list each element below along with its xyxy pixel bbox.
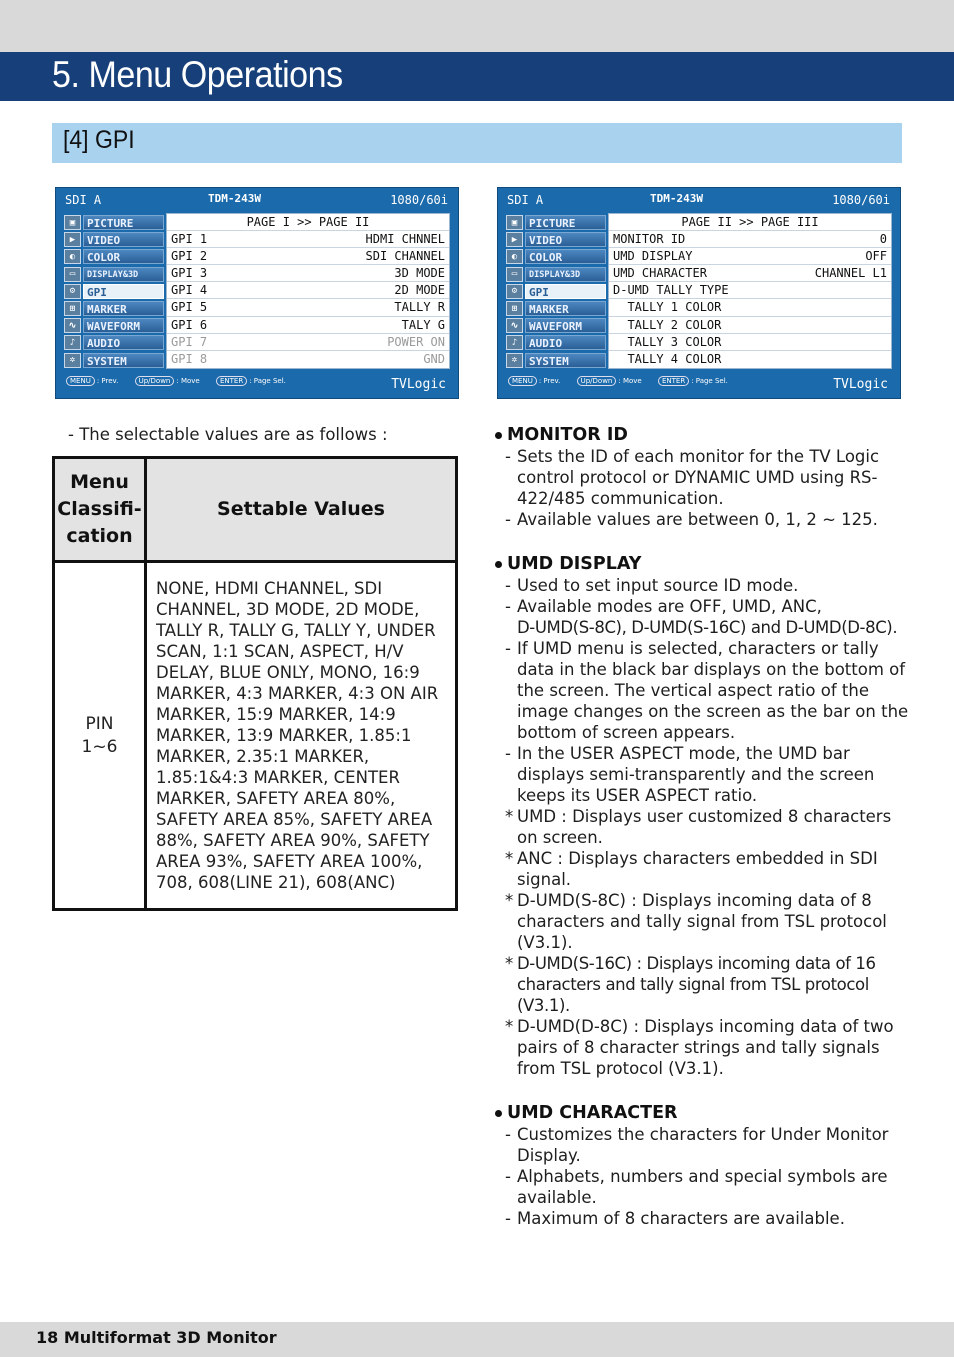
osd-menu-label: DISPLAY&3D — [525, 267, 606, 282]
dash-marker: - — [505, 597, 511, 616]
page-title: 5. Menu Operations — [52, 54, 343, 95]
osd-menu-label: SYSTEM — [83, 353, 164, 368]
osd-page-header: PAGE I >> PAGE II — [167, 214, 449, 231]
color-icon: ◐ — [506, 249, 523, 264]
monitor-id-section — [495, 424, 915, 530]
osd-menu-item-system[interactable] — [64, 352, 164, 369]
video-icon: ▶ — [506, 232, 523, 247]
osd-row-tally-1-color[interactable] — [609, 299, 891, 316]
osd-row-label: UMD CHARACTER — [613, 266, 707, 281]
waveform-icon: ∿ — [506, 318, 523, 333]
osd-format-label: 1080/60i — [390, 193, 448, 207]
osd-menu-item-gpi[interactable] — [506, 283, 606, 300]
osd-row-gpi-5[interactable] — [167, 299, 449, 316]
osd-row-umd-display[interactable] — [609, 248, 891, 265]
osd-menu-label: SYSTEM — [525, 353, 606, 368]
item-text: UMD : Displays user customized 8 characters on screen. — [517, 807, 892, 847]
umd-character-section — [495, 1102, 915, 1229]
item-text: ANC : Displays characters embedded in SDI signal. — [517, 849, 878, 889]
osd-menu-label: PICTURE — [525, 215, 606, 230]
osd-menu-list — [64, 214, 164, 369]
chapter-title-bar — [0, 52, 954, 101]
waveform-icon: ∿ — [64, 318, 81, 333]
asterisk-marker: * — [505, 807, 514, 826]
dash-marker: - — [505, 576, 511, 595]
item-text: Sets the ID of each monitor for the TV Logic control protocol or DYNAMIC UMD using RS-422/485 communication. — [517, 447, 880, 508]
dash-marker: - — [505, 1125, 511, 1144]
menu-key-icon: MENU — [508, 376, 537, 386]
list-item — [495, 743, 915, 806]
osd-row-label: GPI 8 — [171, 351, 208, 366]
osd-row-value: TALLY R — [394, 300, 445, 315]
dash-marker: - — [505, 510, 511, 529]
heading-text: MONITOR ID — [507, 425, 628, 445]
table-cell-values: NONE, HDMI CHANNEL, SDI CHANNEL, 3D MODE, 2D MODE, TALLY R, TALLY G, TALLY Y, UNDER SCAN, 1:1 SCAN, ASPECT, H/V DELAY, BLUE ONLY, MONO, 16:9 MARKER, 4:3 MARKER, 4:3 ON AIR MARKER, 15:9 MARKER, 14:9 MARKER, 13:9 MARKER, 1.85:1 MARKER, 2.35:1 MARKER, 1.85:1&4:3 MARKER, CENTER MARKER, SAFETY AREA 80%, SAFETY AREA 85%, SAFETY AREA 88%, SAFETY AREA 90%, SAFETY AREA 93%, SAFETY AREA 100%, 708, 608(LINE 21), 608(ANC) — [146, 562, 457, 910]
osd-settings-panel — [608, 213, 892, 369]
osd-row-value: GND — [423, 351, 445, 366]
top-margin-band — [0, 0, 954, 52]
picture-icon: ▣ — [506, 215, 523, 230]
osd-menu-item-marker[interactable] — [64, 300, 164, 317]
enter-key-icon: ENTER — [658, 376, 689, 386]
display-icon: ▭ — [506, 267, 523, 282]
osd-screen-gpi-page-1 — [55, 187, 459, 399]
system-icon: ✲ — [506, 353, 523, 368]
item-text: D-UMD(S-8C), D-UMD(S-16C) and D-UMD(D-8C). — [517, 618, 898, 637]
osd-row-dumd-tally-type[interactable] — [609, 282, 891, 299]
osd-header — [56, 188, 458, 212]
menu-key-icon: MENU — [66, 376, 95, 386]
list-item — [495, 638, 915, 743]
osd-row-label: TALLY 3 COLOR — [613, 334, 722, 349]
osd-menu-label: WAVEFORM — [525, 318, 606, 333]
item-text: If UMD menu is selected, characters or tally data in the black bar displays on the bottom of the screen. The vertical aspect ratio of the image changes on the screen as the bar on the bottom of screen appears. — [517, 639, 909, 742]
osd-menu-item-video[interactable] — [506, 231, 606, 248]
osd-menu-label: GPI — [525, 284, 606, 299]
osd-page-header: PAGE II >> PAGE III — [609, 214, 891, 231]
video-icon: ▶ — [64, 232, 81, 247]
selectable-values-note: - The selectable values are as follows : — [68, 425, 388, 444]
updown-key-icon: Up/Down — [577, 376, 617, 386]
osd-menu-label: AUDIO — [525, 335, 606, 350]
osd-menu-label: PICTURE — [83, 215, 164, 230]
osd-row-label: UMD DISPLAY — [613, 249, 693, 264]
bullet-icon — [495, 561, 502, 568]
osd-row-gpi-3[interactable] — [167, 265, 449, 282]
osd-row-gpi-4[interactable] — [167, 282, 449, 299]
osd-menu-item-display-3d[interactable] — [64, 266, 164, 283]
osd-row-label: TALLY 2 COLOR — [613, 317, 722, 332]
osd-row-label: GPI 2 — [171, 249, 208, 264]
item-text: In the USER ASPECT mode, the UMD bar displays semi-transparently and the screen keeps its USER ASPECT ratio. — [517, 744, 875, 805]
dash-marker: - — [505, 639, 511, 658]
dash-marker: - — [505, 1209, 511, 1228]
osd-menu-item-picture[interactable] — [506, 214, 606, 231]
heading-text: UMD CHARACTER — [507, 1103, 678, 1123]
osd-menu-item-color[interactable] — [64, 248, 164, 265]
osd-menu-item-waveform[interactable] — [506, 317, 606, 334]
note-item — [495, 806, 915, 848]
page-footer-text: 18 Multiformat 3D Monitor — [36, 1328, 277, 1347]
settable-values-table — [52, 456, 458, 911]
osd-row-gpi-6[interactable] — [167, 317, 449, 334]
list-item — [495, 1166, 915, 1208]
item-text: Alphabets, numbers and special symbols are available. — [517, 1167, 888, 1207]
asterisk-marker: * — [505, 1017, 514, 1036]
osd-menu-item-video[interactable] — [64, 231, 164, 248]
marker-icon: ⊞ — [64, 301, 81, 316]
enter-key-icon: ENTER — [216, 376, 247, 386]
osd-model-label: TDM-243W — [650, 192, 703, 205]
osd-row-label: GPI 1 — [171, 232, 208, 247]
item-text: D-UMD(D-8C) : Displays incoming data of two pairs of 8 character strings and tally signals from TSL protocol (V3.1). — [517, 1017, 894, 1078]
osd-menu-label: AUDIO — [83, 335, 164, 350]
item-text: Maximum of 8 characters are available. — [517, 1209, 845, 1228]
osd-row-value: POWER ON — [387, 334, 445, 349]
osd-row-value: 0 — [879, 232, 887, 247]
updown-key-text: : Move — [618, 377, 642, 385]
osd-menu-item-gpi[interactable] — [64, 283, 164, 300]
gpi-icon: ⚙ — [64, 284, 81, 299]
osd-menu-label: COLOR — [83, 249, 164, 264]
osd-menu-item-audio[interactable] — [64, 334, 164, 351]
enter-key-text: : Page Sel. — [249, 377, 286, 385]
item-text: Customizes the characters for Under Monitor Display. — [517, 1125, 889, 1165]
list-item — [495, 446, 915, 509]
osd-brand-logo: TVLogic — [833, 377, 888, 392]
osd-row-label: GPI 4 — [171, 283, 208, 298]
osd-row-value: SDI CHANNEL — [365, 249, 445, 264]
gpi-icon: ⚙ — [506, 284, 523, 299]
osd-menu-item-picture[interactable] — [64, 214, 164, 231]
osd-input-label: SDI A — [65, 193, 102, 207]
osd-row-gpi-7 — [167, 334, 449, 351]
osd-row-gpi-2[interactable] — [167, 248, 449, 265]
list-item — [495, 509, 915, 530]
osd-format-label: 1080/60i — [832, 193, 890, 207]
umd-display-heading — [495, 553, 915, 575]
osd-menu-label: DISPLAY&3D — [83, 267, 164, 282]
picture-icon: ▣ — [64, 215, 81, 230]
osd-menu-label: GPI — [83, 284, 164, 299]
marker-icon: ⊞ — [506, 301, 523, 316]
section-title-bar — [52, 123, 902, 163]
monitor-id-heading — [495, 424, 915, 446]
osd-row-label: GPI 6 — [171, 317, 208, 332]
osd-row-gpi-1[interactable] — [167, 231, 449, 248]
osd-row-label: TALLY 4 COLOR — [613, 351, 722, 366]
header-line: Classifi- — [57, 498, 142, 520]
display-icon: ▭ — [64, 267, 81, 282]
osd-row-value: CHANNEL L1 — [814, 266, 887, 281]
bullet-icon — [495, 432, 502, 439]
asterisk-marker: * — [505, 954, 513, 973]
osd-input-label: SDI A — [507, 193, 544, 207]
osd-menu-label: MARKER — [525, 301, 606, 316]
osd-menu-label: COLOR — [525, 249, 606, 264]
list-item — [495, 1124, 915, 1166]
note-item — [495, 890, 915, 953]
osd-row-value: HDMI CHNNEL — [365, 232, 445, 247]
umd-display-section — [495, 553, 915, 1079]
osd-menu-item-color[interactable] — [506, 248, 606, 265]
updown-key-icon: Up/Down — [135, 376, 175, 386]
header-line: Menu — [70, 471, 129, 493]
bullet-icon — [495, 1110, 502, 1117]
audio-icon: ♪ — [64, 335, 81, 350]
list-item-continuation — [495, 617, 915, 638]
note-item — [495, 1016, 915, 1079]
osd-row-label: GPI 3 — [171, 266, 208, 281]
item-text: Available values are between 0, 1, 2 ~ 125. — [517, 510, 878, 529]
osd-menu-label: VIDEO — [525, 232, 606, 247]
osd-row-value: 3D MODE — [394, 266, 445, 281]
osd-row-gpi-8 — [167, 351, 449, 368]
pin-label: PIN — [85, 713, 114, 734]
dash-marker: - — [505, 744, 511, 763]
item-text: D-UMD(S-8C) : Displays incoming data of 8 characters and tally signal from TSL protocol (V3.1). — [517, 891, 887, 952]
osd-header — [498, 188, 900, 212]
system-icon: ✲ — [64, 353, 81, 368]
color-icon: ◐ — [64, 249, 81, 264]
osd-menu-label: VIDEO — [83, 232, 164, 247]
osd-row-label: D-UMD TALLY TYPE — [613, 283, 729, 298]
osd-menu-list — [506, 214, 606, 369]
item-text: Available modes are OFF, UMD, ANC, — [517, 597, 822, 616]
osd-settings-panel — [166, 213, 450, 369]
osd-menu-item-display-3d[interactable] — [506, 266, 606, 283]
osd-menu-item-audio[interactable] — [506, 334, 606, 351]
osd-menu-item-system[interactable] — [506, 352, 606, 369]
enter-key-text: : Page Sel. — [691, 377, 728, 385]
osd-row-value: 2D MODE — [394, 283, 445, 298]
table-cell-pin — [54, 562, 146, 910]
osd-row-tally-4-color[interactable] — [609, 351, 891, 368]
updown-key-text: : Move — [176, 377, 200, 385]
osd-menu-label: MARKER — [83, 301, 164, 316]
pin-range: 1~6 — [81, 736, 118, 757]
osd-row-label: TALLY 1 COLOR — [613, 300, 722, 315]
menu-key-text: : Prev. — [96, 377, 119, 385]
osd-menu-item-marker[interactable] — [506, 300, 606, 317]
osd-row-value: OFF — [865, 249, 887, 264]
osd-brand-logo: TVLogic — [391, 377, 446, 392]
osd-menu-item-waveform[interactable] — [64, 317, 164, 334]
umd-character-heading — [495, 1102, 915, 1124]
osd-row-label: MONITOR ID — [613, 232, 686, 247]
audio-icon: ♪ — [506, 335, 523, 350]
menu-key-text: : Prev. — [538, 377, 561, 385]
item-text: D-UMD(S-16C) : Displays incoming data of 16 characters and tally signal from TSL protocol (V3.1). — [517, 954, 876, 1015]
osd-row-label: GPI 5 — [171, 300, 208, 315]
osd-row-tally-3-color[interactable] — [609, 334, 891, 351]
osd-screen-gpi-page-2 — [497, 187, 901, 399]
table-header-classification — [54, 458, 146, 562]
table-row — [54, 562, 457, 910]
dash-marker: - — [505, 1167, 511, 1186]
osd-menu-label: WAVEFORM — [83, 318, 164, 333]
osd-row-monitor-id[interactable] — [609, 231, 891, 248]
dash-marker: - — [505, 447, 511, 466]
section-title: [4] GPI — [63, 126, 135, 154]
osd-row-tally-2-color[interactable] — [609, 317, 891, 334]
osd-model-label: TDM-243W — [208, 192, 261, 205]
asterisk-marker: * — [505, 849, 514, 868]
asterisk-marker: * — [505, 891, 514, 910]
item-text: Used to set input source ID mode. — [517, 576, 799, 595]
table-header-settable-values: Settable Values — [146, 458, 457, 562]
list-item — [495, 1208, 915, 1229]
osd-row-value: TALY G — [401, 317, 445, 332]
osd-row-label: GPI 7 — [171, 334, 208, 349]
osd-row-umd-character[interactable] — [609, 265, 891, 282]
list-item — [495, 575, 915, 596]
page-footer — [0, 1322, 954, 1357]
heading-text: UMD DISPLAY — [507, 554, 642, 574]
note-item — [495, 848, 915, 890]
table-header-row — [54, 458, 457, 562]
list-item — [495, 596, 915, 617]
header-line: cation — [66, 525, 133, 547]
note-item — [495, 953, 915, 1016]
